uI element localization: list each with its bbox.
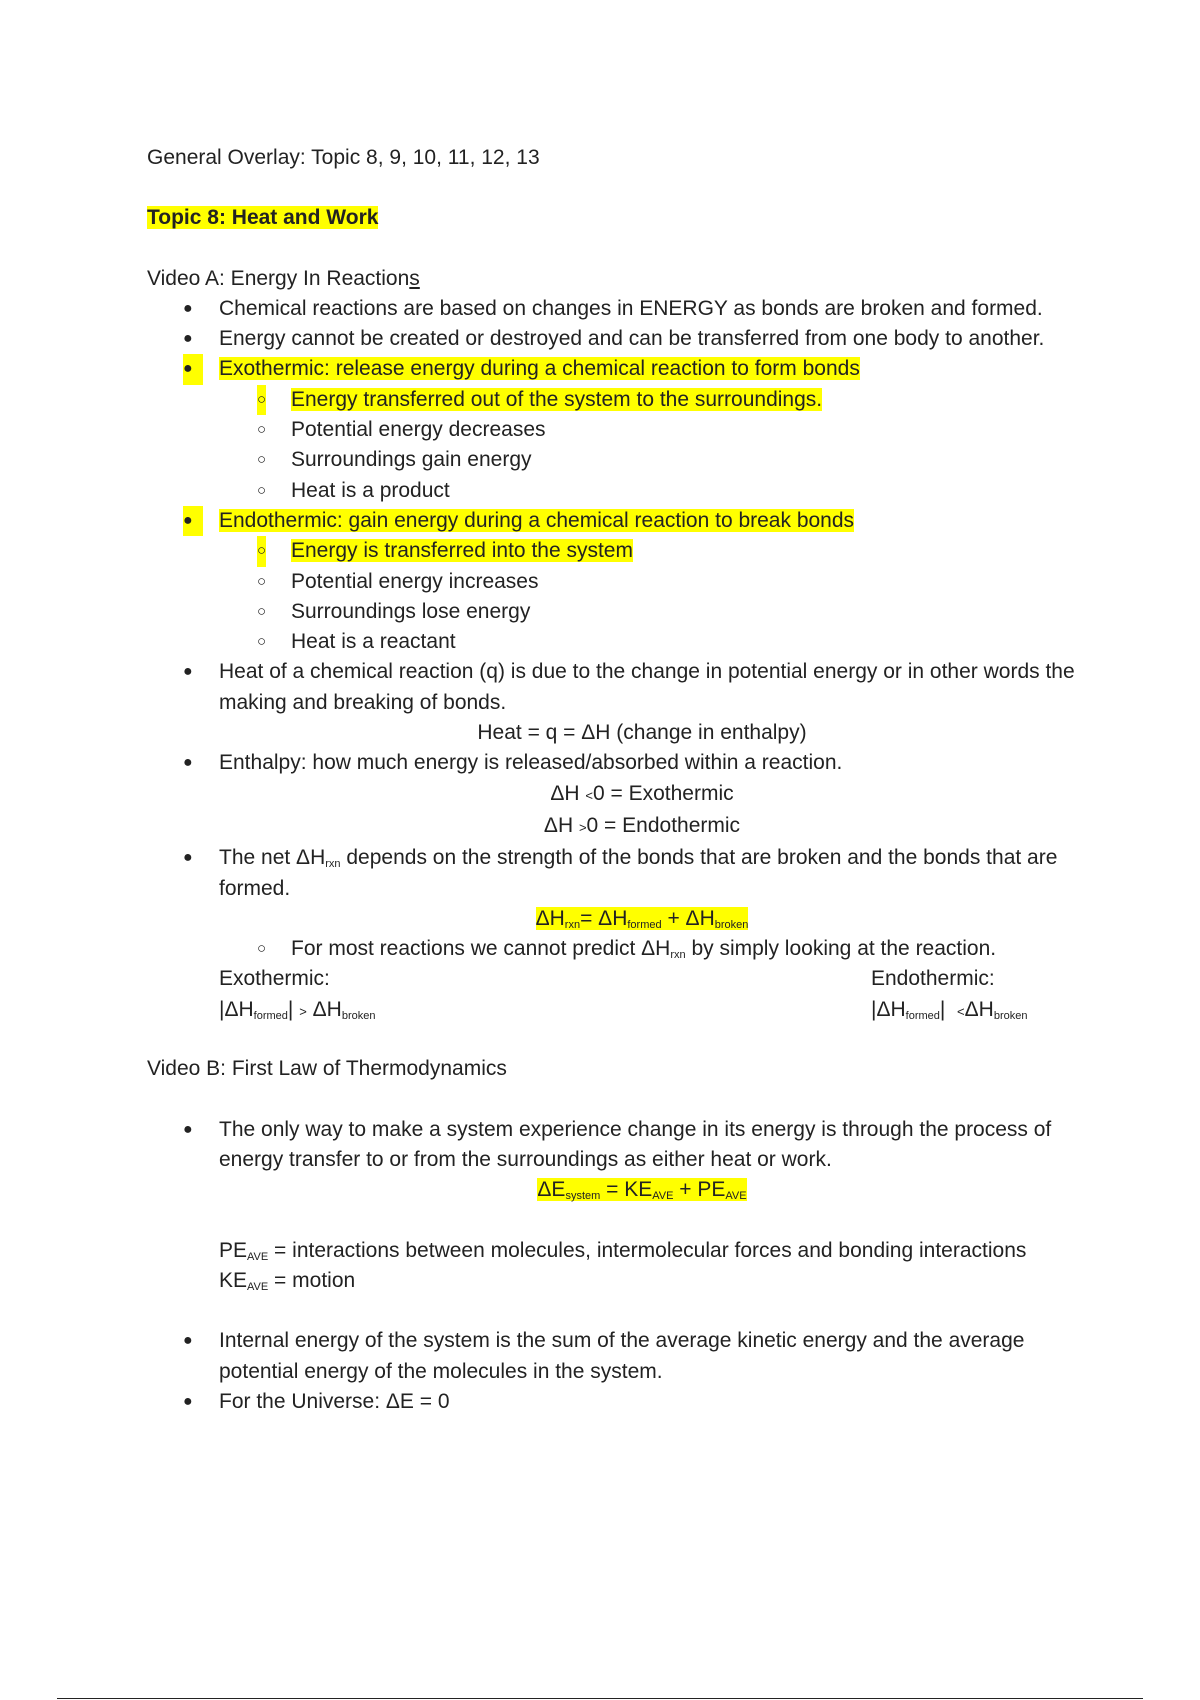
sub-item: ○ Surroundings lose energy <box>147 597 1097 627</box>
list-item: ● The only way to make a system experience change in its energy is through the process of energy transfer to or from the surroundings as either heat or work. <box>147 1115 1097 1176</box>
bullet-disc: ● <box>183 299 193 317</box>
bullet-disc: ● <box>183 1392 193 1410</box>
endothermic-equation: ΔH >0 = Endothermic <box>543 813 741 837</box>
sub-item: ○ Potential energy increases <box>147 567 1097 597</box>
sub-item: ○ Energy transferred out of the system to the surroundings. <box>147 385 1097 415</box>
list-item: ● For the Universe: ΔE = 0 <box>147 1387 1097 1417</box>
video-b-list <box>147 1115 1097 1176</box>
endothermic-relation: $|\Delta H_{formed}| <\Delta H_{broken}$ <box>871 997 1028 1022</box>
exothermic-label: Exothermic: <box>219 967 330 991</box>
bullet-disc: ● <box>183 506 203 536</box>
endothermic-label: Endothermic: <box>871 967 995 991</box>
endothermic-column <box>871 964 1027 1027</box>
bullet-disc: ● <box>183 330 193 348</box>
sub-item: ○ For most reactions we cannot predict $\Delta H_{rxn}$ by simply looking at the reaction. <box>147 934 1097 964</box>
bullet-disc: ● <box>183 849 193 867</box>
bullet-circle: ○ <box>257 536 266 566</box>
sub-item: ○ Heat is a reactant <box>147 627 1097 657</box>
sub-item: ○ Heat is a product <box>147 476 1097 506</box>
bullet-circle: ○ <box>257 602 267 620</box>
bullet-circle: ○ <box>257 481 267 499</box>
exothermic-relation: $|\Delta H_{formed}| > \Delta H_{broken}$ <box>219 997 376 1022</box>
pe-definition: $PE_{AVE}$ = interactions between molecules, intermolecular forces and bonding interactions <box>219 1238 1027 1263</box>
list-item-endothermic: ● Endothermic: gain energy during a chemical reaction to break bonds <box>147 506 1097 536</box>
bullet-disc: ● <box>183 1120 193 1138</box>
sub-item: ○ Surroundings gain energy <box>147 445 1097 475</box>
video-a-title: Video A: Energy In Reactions <box>147 266 420 290</box>
exothermic-equation: ΔH <0 = Exothermic <box>550 781 734 805</box>
video-b-title: Video B: First Law of Thermodynamics <box>147 1057 507 1081</box>
list-item-exothermic: ● Exothermic: release energy during a chemical reaction to form bonds <box>147 354 1097 384</box>
heat-equation: Heat = q = ΔH (change in enthalpy) <box>477 721 807 745</box>
bullet-circle: ○ <box>257 572 267 590</box>
sub-item: ○ Energy is transferred into the system <box>147 536 1097 566</box>
list-item: ● Internal energy of the system is the sum of the average kinetic energy and the average potential energy of the molecules in the system. <box>147 1326 1097 1387</box>
document-page <box>147 143 1097 1417</box>
bullet-disc: ● <box>183 1332 193 1350</box>
list-item: ● Energy cannot be created or destroyed and can be transferred from one body to another. <box>147 324 1097 354</box>
overlay-line: General Overlay: Topic 8, 9, 10, 11, 12, 13 <box>147 146 540 169</box>
rxn-equation: $\Delta H_{rxn}= \Delta H_{formed} + \Delta H_{broken}$ <box>535 906 749 931</box>
footer-divider <box>57 1698 1143 1699</box>
list-item: ● The net $\Delta H_{rxn}$ depends on the strength of the bonds that are broken and the bonds that are formed. <box>147 843 1097 904</box>
ke-definition: $KE_{AVE}$ = motion <box>219 1268 356 1293</box>
bullet-circle: ○ <box>257 451 267 469</box>
sub-item: ○ Potential energy decreases <box>147 415 1097 445</box>
energy-equation: $\Delta E_{system} = KE_{AVE} + PE_{AVE}$ <box>537 1178 747 1203</box>
list-item: ● Enthalpy: how much energy is released/absorbed within a reaction. <box>147 748 1097 778</box>
bullet-disc: ● <box>183 754 193 772</box>
bullet-circle: ○ <box>257 421 267 439</box>
bullet-circle: ○ <box>257 385 266 415</box>
list-item: ● Heat of a chemical reaction (q) is due to the change in potential energy or in other words the making and breaking of bonds. <box>147 657 1097 718</box>
list-item: ● Chemical reactions are based on changes in ENERGY as bonds are broken and formed. <box>147 294 1097 324</box>
bullet-disc: ● <box>183 663 193 681</box>
video-a-list <box>147 294 1097 718</box>
topic-title: Topic 8: Heat and Work <box>147 206 379 230</box>
bullet-circle: ○ <box>257 940 267 958</box>
bullet-circle: ○ <box>257 633 267 651</box>
bullet-disc: ● <box>183 354 203 384</box>
exo-endo-comparison <box>147 964 1097 1024</box>
